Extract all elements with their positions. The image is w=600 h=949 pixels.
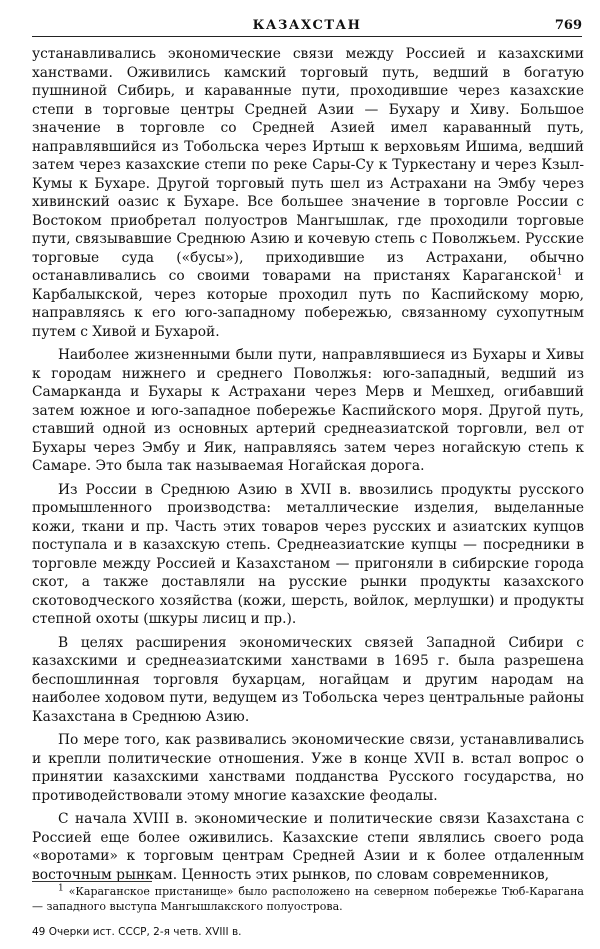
- paragraph-6: С начала XVIII в. экономические и политические связи Казахстана с Россией еще более оживились. Казахские степи являлись своего рода «воротами» к торговым центрам Средней Азии и к более отдаленным восточным рынкам. Ценность этих рынков, по словам современников,: [32, 811, 584, 883]
- paragraph-2: Наиболее жизненными были пути, направлявшиеся из Бухары и Хивы к городам нижнего и среднего Поволжья: юго-западный, ведший из Самарканда и Бухары к Астрахани через Мерв и Мешхед, огибавший затем южное и юго-западное побережье Каспийского моря. Другой путь, ставший одной из основных артерий среднеазиатской торговли, вел от Бухары через Эмбу и Яик, направляясь затем через ногайскую степь к Самаре. Это была так называемая Ногайская дорога.: [32, 347, 584, 474]
- paragraph-1-text: устанавливались экономические связи между Россией и казахскими ханствами. Оживились камский торговый путь, ведший в богатую пушниной Сибирь, и караванные пути, проходившие через казахские степи в торговые центры Средней Азии — Бухару и Хиву. Большое значение в торговле со Средней Азией имел караванный путь, направлявшийся из Тобольска через Иртыш к верховьям Ишима, ведший затем через казахские степи по реке Сары-Су к Туркестану и через Кзыл-Кумы к Бухаре. Другой торговый путь шел из Астрахани на Эмбу через хивинский оазис к Бухаре. Все большее значение в торговле России с Востоком приобретал полуостров Мангышлак, где проходили торговые пути, связывавшие Среднюю Азию и кочевую степь с Поволжьем. Русские торговые суда («бусы»), приходившие из Астрахани, обычно останавливались со своими товарами на пристанях Карaганской: [32, 46, 584, 284]
- footnote-text: «Караганское пристанище» было расположено на северном побережье Тюб-Карагана — западного выступа Мангышлакского полуострова.: [32, 885, 584, 913]
- footnote: [32, 884, 584, 914]
- paragraph-3: Из России в Среднюю Азию в XVII в. ввозились продукты русского промышленного производства: металлические изделия, выделанные кожи, ткани и пр. Часть этих товаров через русских и азиатских купцов поступала и в казахскую степь. Среднеазиатские купцы — посредники в торговле между Россией и Казахстаном — пригоняли в сибирские города скот, а также доставляли на русские рынки продукты казахского скотоводческого хозяйства (кожи, шерсть, войлок, мерлушки) и продукты степной охоты (шкуры лисиц и пр.).: [32, 481, 584, 627]
- paragraph-5: По мере того, как развивались экономические связи, устанавливались и крепли политические отношения. Уже в конце XVII в. встал вопрос о принятии казахскими ханствами подданства Русского государства, но противодействовали этому многие казахские феодалы.: [32, 732, 584, 804]
- running-title: КАЗАХСТАН: [252, 18, 362, 33]
- printer-signature: 49 Очерки ист. СССР, 2-я четв. XVIII в.: [32, 926, 242, 938]
- footnote-marker: 1: [58, 883, 64, 894]
- main-text: [32, 45, 584, 889]
- paragraph-1: [32, 45, 584, 341]
- paragraph-4: В целях расширения экономических связей Западной Сибири с казахскими и среднеазиатскими ханствами в 1695 г. была разрешена беспошлинная торговля бухарцам, ногайцам и другим народам на наиболее ходовом пути, ведущем из Тобольска через центральные районы Казахстана в Среднюю Азию.: [32, 634, 584, 725]
- footnote-reference: 1: [556, 267, 563, 278]
- header-rule: [32, 36, 582, 37]
- footnote-separator: [32, 881, 152, 882]
- page-number: 769: [554, 18, 582, 33]
- paragraph-1-text-continued: и Карбалыкской, через которые проходил путь по Каспийскому морю, направляясь к его юго-западному побережью, связанному сухопутным путем с Хивой и Бухарой.: [32, 268, 584, 340]
- page-header: [32, 10, 582, 38]
